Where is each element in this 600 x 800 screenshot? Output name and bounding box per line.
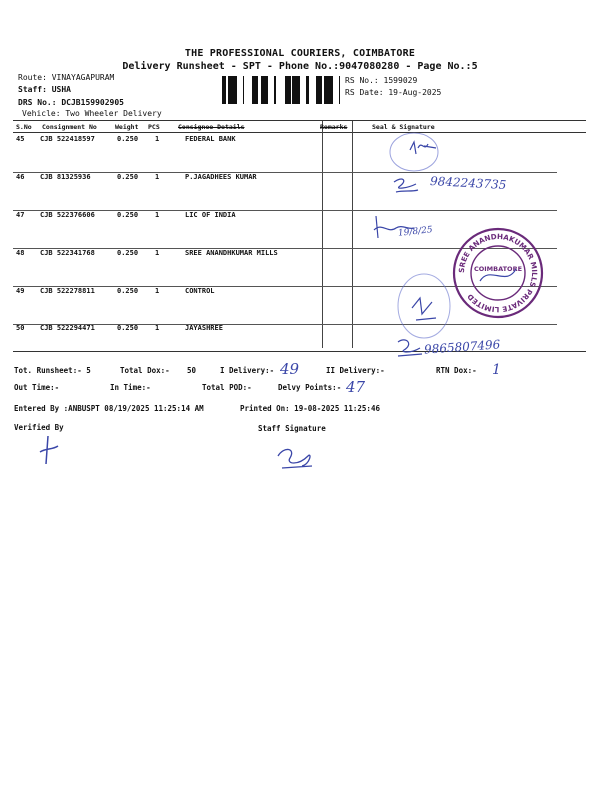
row-pcs: 1 — [155, 287, 160, 295]
table-row — [0, 173, 600, 211]
row-sno: 46 — [16, 173, 25, 181]
staff-label: Staff: — [18, 85, 47, 94]
row-weight: 0.250 — [117, 249, 139, 257]
rs-date-value: 19-Aug-2025 — [388, 88, 442, 97]
handwritten-rtn-dox: 1 — [492, 362, 501, 378]
rtn-dox-label: RTN Dox:- — [436, 366, 477, 375]
row-consignee: SREE ANANDHKUMAR MILLS — [185, 249, 278, 257]
row-consignment: CJB 81325936 — [40, 173, 91, 181]
drs-value: DCJB159902905 — [61, 98, 124, 107]
row-consignment: CJB 522376606 — [40, 211, 95, 219]
vehicle-line — [22, 109, 162, 118]
col-header-sno: S.No — [16, 123, 32, 131]
total-dox-label: Total Dox:- — [120, 366, 170, 375]
staff-signature-mark — [272, 442, 318, 472]
handwritten-i-delivery: 49 — [280, 360, 300, 378]
signature-50 — [392, 334, 428, 362]
route-line — [18, 73, 114, 82]
staff-line — [18, 85, 71, 94]
row-consignee: JAYASHREE — [185, 324, 223, 332]
col-header-consignee: Consignee Details — [178, 123, 245, 131]
handwritten-delvy-points: 47 — [346, 378, 366, 396]
tot-runsheet — [14, 366, 91, 375]
row-consignment: CJB 522294471 — [40, 324, 95, 332]
row-sno: 45 — [16, 135, 25, 143]
row-sno: 48 — [16, 249, 25, 257]
col-header-consignment: Consignment No — [42, 123, 97, 131]
rs-date-line — [345, 88, 441, 97]
row-consignee: CONTROL — [185, 287, 215, 295]
drs-label: DRS No.: — [18, 98, 57, 107]
handwritten-phone-50: 9865807496 — [423, 337, 501, 357]
row-consignment: CJB 522418597 — [40, 135, 95, 143]
verified-by-signature — [36, 434, 60, 468]
row-weight: 0.250 — [117, 173, 139, 181]
col-header-remarks: Remarks — [320, 123, 348, 131]
row-consignee: FEDERAL BANK — [185, 135, 236, 143]
staff-value: USHA — [51, 85, 71, 94]
company-stamp — [450, 225, 546, 321]
handwritten-phone-46: 9842243735 — [429, 174, 507, 192]
company-title: THE PROFESSIONAL COURIERS, COIMBATORE — [184, 48, 416, 59]
printed-on: Printed On: 19-08-2025 11:25:46 — [240, 404, 380, 413]
runsheet-subtitle: Delivery Runsheet - SPT - Phone No.:9047080280 - Page No.:5 — [122, 61, 478, 72]
row-weight: 0.250 — [117, 211, 139, 219]
signature-45 — [380, 130, 460, 178]
vehicle-value: Two Wheeler Delivery — [65, 109, 162, 118]
handwritten-date-47: 19/8/25 — [397, 225, 434, 239]
row-sno: 49 — [16, 287, 25, 295]
table-top-rule — [13, 120, 586, 121]
rs-no-line — [345, 76, 417, 85]
col-header-weight: Weight — [115, 123, 139, 131]
row-weight: 0.250 — [117, 324, 139, 332]
row-consignment: CJB 522341768 — [40, 249, 95, 257]
col-header-pcs: PCS — [148, 123, 160, 131]
signature-46 — [388, 172, 428, 202]
drs-line — [18, 98, 124, 107]
rs-date-label: RS Date: — [345, 88, 384, 97]
row-pcs: 1 — [155, 135, 160, 143]
total-pod-label: Total POD:- — [202, 383, 252, 392]
route-value: VINAYAGAPURAM — [51, 73, 115, 82]
i-delivery-label: I Delivery:- — [220, 366, 275, 375]
tot-runsheet-value: 5 — [86, 366, 91, 375]
row-pcs: 1 — [155, 211, 160, 219]
verified-by-label: Verified By — [14, 423, 64, 432]
entered-by: Entered By :ANBUSPT 08/19/2025 11:25:14 AM — [14, 404, 204, 413]
route-label: Route: — [18, 73, 47, 82]
out-time-label: Out Time:- — [14, 383, 60, 392]
stamp-ring-text: SREE ANANDHAKUMAR MILLS PRIVATE LIMITED — [456, 231, 540, 315]
row-consignment: CJB 522278811 — [40, 287, 95, 295]
in-time-label: In Time:- — [110, 383, 151, 392]
table-header-rule — [13, 132, 586, 133]
row-consignee: LIC OF INDIA — [185, 211, 236, 219]
row-sno: 47 — [16, 211, 25, 219]
row-pcs: 1 — [155, 324, 160, 332]
ii-delivery-label: II Delivery:- — [326, 366, 385, 375]
signature-49 — [392, 268, 462, 344]
col-header-seal: Seal & Signature — [372, 123, 435, 131]
table-row — [0, 324, 600, 362]
vehicle-label: Vehicle: — [22, 109, 61, 118]
row-pcs: 1 — [155, 173, 160, 181]
row-consignee: P.JAGADHEES KUMAR — [185, 173, 257, 181]
row-pcs: 1 — [155, 249, 160, 257]
rs-no-value: 1599029 — [383, 76, 418, 85]
delvy-points-label: Delvy Points:- — [278, 383, 342, 392]
stamp-center-text: COIMBATORE — [473, 265, 523, 273]
row-weight: 0.250 — [117, 135, 139, 143]
row-weight: 0.250 — [117, 287, 139, 295]
barcode — [222, 76, 340, 104]
table-row — [0, 135, 600, 173]
staff-signature-label: Staff Signature — [258, 424, 326, 433]
row-sno: 50 — [16, 324, 25, 332]
tot-runsheet-label: Tot. Runsheet:- — [14, 366, 82, 375]
rs-no-label: RS No.: — [345, 76, 379, 85]
total-dox-value: 50 — [187, 366, 197, 375]
